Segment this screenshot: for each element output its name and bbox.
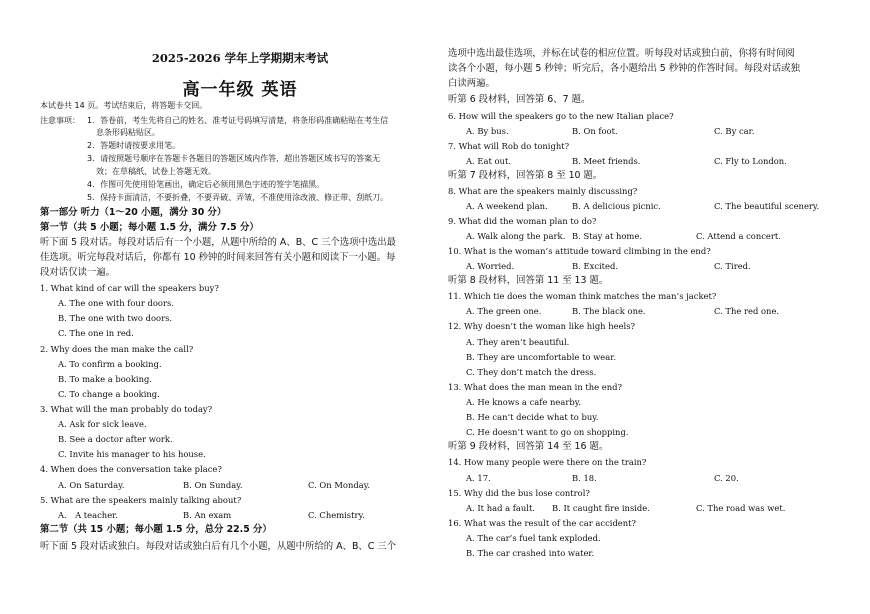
question-8: 8. What are the speakers mainly discussing? xyxy=(448,186,638,196)
question-3: 3. What will the man probably do today? xyxy=(40,404,213,414)
q8-option-a: A. A weekend plan. xyxy=(466,201,548,211)
q15-option-c: C. The road was wet. xyxy=(696,503,786,513)
q9-option-b: B. Stay at home. xyxy=(572,231,642,241)
question-15: 15. Why did the bus lose control? xyxy=(448,488,590,498)
question-5: 5. What are the speakers mainly talking about? xyxy=(40,495,242,505)
section2-directions-4: 白读两遍。 xyxy=(448,78,495,89)
note-2: 2．答题时请按要求用笔。 xyxy=(87,141,181,150)
q15-option-b: B. It caught fire inside. xyxy=(552,503,650,513)
question-14: 14. How many people were there on the train? xyxy=(448,457,647,467)
q4-option-c: C. On Monday. xyxy=(308,480,371,490)
section1-directions-2: 佳选项。听完每段对话后，你都有 10 秒钟的时间来回答有关小题和阅读下一小题。每 xyxy=(40,252,396,263)
note-4: 4．作图可先使用铅笔画出，确定后必须用黑色字迹的签字笔描黑。 xyxy=(87,180,325,189)
note-5: 5．保持卡面清洁，不要折叠，不要弄破、弄皱，不准使用涂改液、修正带、刮纸刀。 xyxy=(87,193,389,202)
part1-heading: 第一部分 听力（1～20 小题，满分 30 分） xyxy=(40,207,227,218)
q9-option-c: C. Attend a concert. xyxy=(696,231,781,241)
q10-option-a: A. Worried. xyxy=(466,261,515,271)
q12-option-b: B. They are uncomfortable to wear. xyxy=(466,352,616,362)
q13-option-a: A. He knows a cafe nearby. xyxy=(466,397,581,407)
material-9-note: 听第 9 段材料，回答第 14 至 16 题。 xyxy=(448,441,609,452)
q10-option-b: B. Excited. xyxy=(572,261,619,271)
section1-heading: 第一节（共 5 小题；每小题 1.5 分，满分 7.5 分） xyxy=(40,222,259,233)
q1-option-a: A. The one with four doors. xyxy=(58,298,174,308)
q16-option-a: A. The car’s fuel tank exploded. xyxy=(466,533,601,543)
material-7-note: 听第 7 段材料，回答第 8 至 10 题。 xyxy=(448,170,603,181)
q7-option-a: A. Eat out. xyxy=(466,156,511,166)
note-3-cont: 效；在草稿纸、试卷上答题无效。 xyxy=(96,167,216,176)
q8-option-c: C. The beautiful scenery. xyxy=(714,201,820,211)
q6-option-c: C. By car. xyxy=(714,126,755,136)
note-3: 3．请按照题号顺序在答题卡各题目的答题区域内作答，超出答题区域书写的答案无 xyxy=(87,154,381,163)
q2-option-c: C. To change a booking. xyxy=(58,389,160,399)
question-7: 7. What will Rob do tonight? xyxy=(448,141,570,151)
q13-option-c: C. He doesn’t want to go on shopping. xyxy=(466,427,629,437)
q2-option-a: A. To confirm a booking. xyxy=(58,359,162,369)
q14-option-a: A. 17. xyxy=(466,473,491,483)
exam-title: 2025-2026 学年上学期期末考试 xyxy=(151,51,329,65)
q1-option-c: C. The one in red. xyxy=(58,328,134,338)
question-4: 4. When does the conversation take place? xyxy=(40,464,222,474)
question-1: 1. What kind of car will the speakers buy? xyxy=(40,283,219,293)
q15-option-a: A. It had a fault. xyxy=(466,503,535,513)
question-9: 9. What did the woman plan to do? xyxy=(448,216,597,226)
q4-option-b: B. On Sunday. xyxy=(183,480,243,490)
q7-option-c: C. Fly to London. xyxy=(714,156,787,166)
q5-option-a: A． A teacher. xyxy=(58,510,118,520)
instructions-intro: 本试卷共 14 页。考试结束后，将答题卡交回。 xyxy=(40,101,208,110)
q11-option-a: A. The green one. xyxy=(466,306,542,316)
section2-heading: 第二节（共 15 小题；每小题 1.5 分，总分 22.5 分） xyxy=(40,524,272,535)
question-10: 10. What is the woman’s attitude toward climbing in the end? xyxy=(448,246,711,256)
q11-option-b: B. The black one. xyxy=(572,306,646,316)
question-12: 12. Why doesn’t the woman like high heels? xyxy=(448,321,636,331)
q14-option-c: C. 20. xyxy=(714,473,739,483)
q4-option-a: A. On Saturday. xyxy=(58,480,125,490)
notes-label: 注意事项： xyxy=(40,116,80,125)
q13-option-b: B. He can’t decide what to buy. xyxy=(466,412,599,422)
material-8-note: 听第 8 段材料，回答第 11 至 13 题。 xyxy=(448,275,609,286)
q6-option-a: A. By bus. xyxy=(466,126,509,136)
section2-directions-2: 选项中选出最佳选项，并标在试卷的相应位置。听每段对话或独白前，你将有时间阅 xyxy=(448,48,795,59)
exam-subtitle: 高一年级 英语 xyxy=(182,80,298,100)
q3-option-c: C. Invite his manager to his house. xyxy=(58,449,206,459)
section2-directions-3: 读各个小题，每小题 5 秒钟；听完后，各小题给出 5 秒钟的作答时间。每段对话或独 xyxy=(448,63,800,74)
q12-option-a: A. They aren’t beautiful. xyxy=(466,337,570,347)
note-1: 1．答卷前，考生先将自己的姓名、准考证号码填写清楚，将条形码准确粘贴在考生信 xyxy=(87,116,389,125)
question-16: 16. What was the result of the car accident? xyxy=(448,518,637,528)
q8-option-b: B. A delicious picnic. xyxy=(572,201,661,211)
question-13: 13. What does the man mean in the end? xyxy=(448,382,622,392)
question-2: 2. Why does the man make the call? xyxy=(40,344,194,354)
q11-option-c: C. The red one. xyxy=(714,306,780,316)
note-1-cont: 息条形码粘贴区。 xyxy=(96,128,160,137)
section1-directions-3: 段对话仅读一遍。 xyxy=(40,267,116,278)
q5-option-c: C. Chemistry. xyxy=(308,510,365,520)
q3-option-a: A. Ask for sick leave. xyxy=(58,419,147,429)
q2-option-b: B. To make a booking. xyxy=(58,374,153,384)
q1-option-b: B. The one with two doors. xyxy=(58,313,173,323)
q10-option-c: C. Tired. xyxy=(714,261,751,271)
q12-option-c: C. They don’t match the dress. xyxy=(466,367,597,377)
q16-option-b: B. The car crashed into water. xyxy=(466,548,595,558)
q3-option-b: B. See a doctor after work. xyxy=(58,434,173,444)
question-11: 11. Which tie does the woman think matches the man’s jacket? xyxy=(448,291,717,301)
question-6: 6. How will the speakers go to the new Italian place? xyxy=(448,111,674,121)
section2-directions-1: 听下面 5 段对话或独白。每段对话或独白后有几个小题，从题中所给的 A、B、C 三个 xyxy=(40,541,397,552)
q14-option-b: B. 18. xyxy=(572,473,597,483)
q7-option-b: B. Meet friends. xyxy=(572,156,641,166)
q6-option-b: B. On foot. xyxy=(572,126,618,136)
material-6-note: 听第 6 段材料，回答第 6、7 题。 xyxy=(448,94,591,105)
q9-option-a: A. Walk along the park. xyxy=(466,231,566,241)
q5-option-b: B. An exam xyxy=(183,510,232,520)
section1-directions-1: 听下面 5 段对话。每段对话后有一个小题，从题中所给的 A、B、C 三个选项中选出最 xyxy=(40,237,397,248)
